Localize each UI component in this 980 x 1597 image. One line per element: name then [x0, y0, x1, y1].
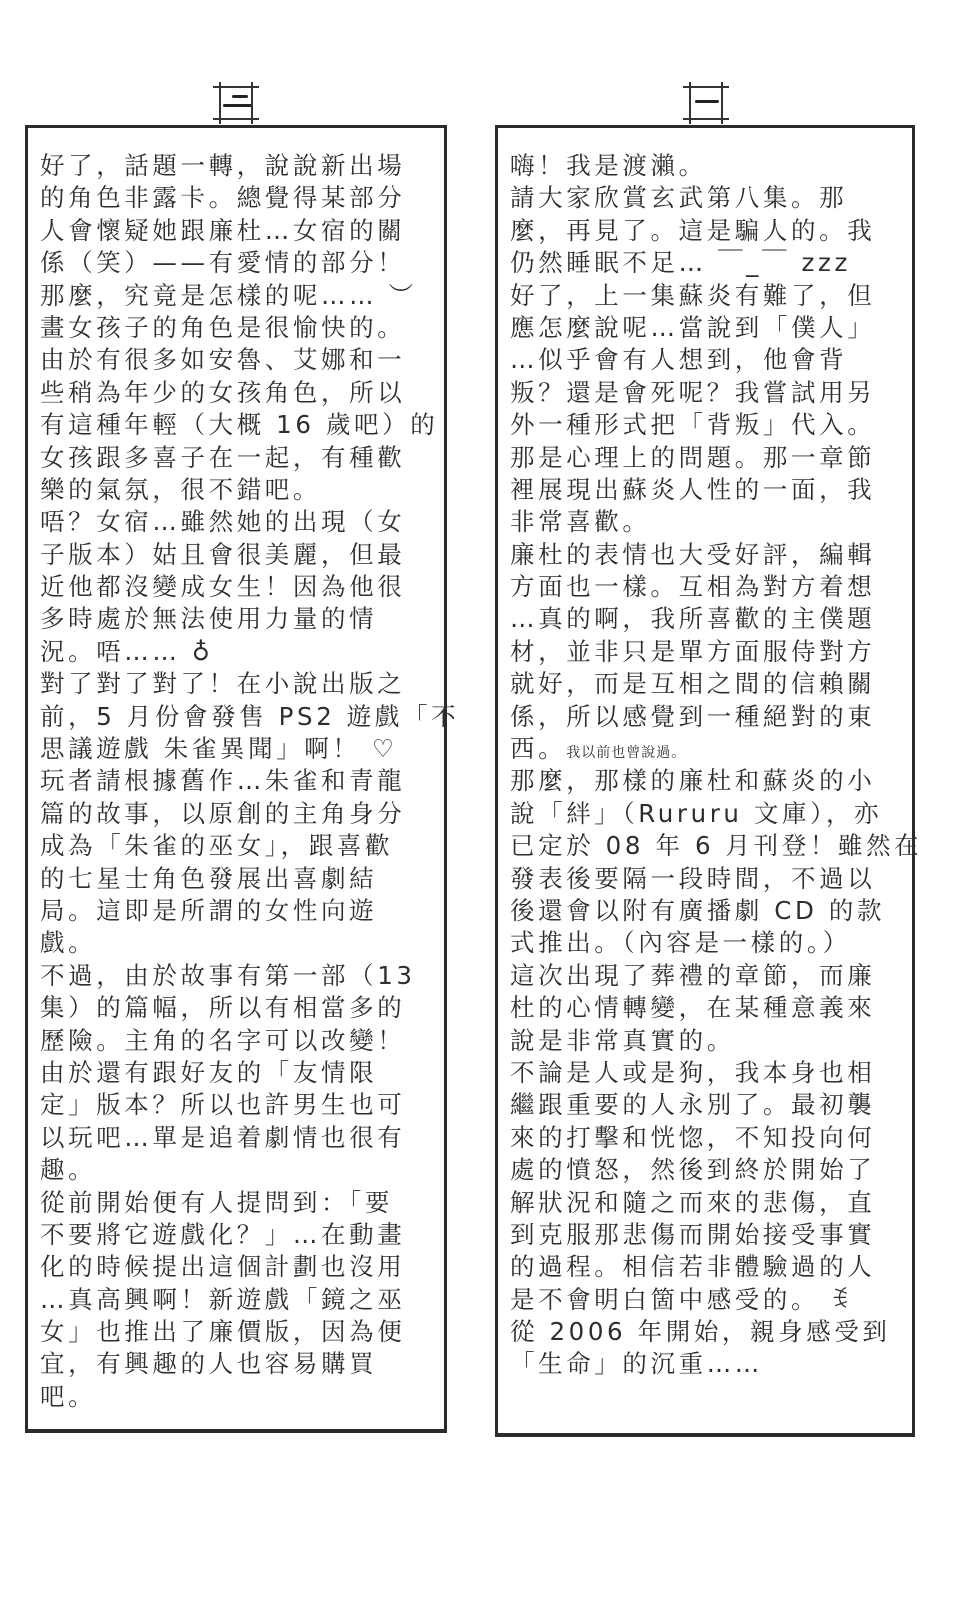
text-line: 戲。	[40, 928, 97, 958]
text-line: 有這種年輕（大概 16 歲吧）的	[40, 410, 439, 440]
text-line: 集）的篇幅，所以有相當多的	[40, 993, 406, 1023]
text-line: 裡展現出蘇炎人性的一面，我	[510, 474, 876, 504]
numeral-two-icon	[232, 95, 248, 98]
text-line: 歷險。主角的名字可以改變！	[40, 1025, 406, 1055]
column-left-text	[40, 150, 460, 1413]
text-line: 杜的心情轉變，在某種意義來	[510, 993, 876, 1023]
text-line: 應怎麼說呢…當說到「僕人」	[510, 312, 876, 342]
text-line: 不要將它遊戲化？」…在動畫	[40, 1219, 406, 1249]
text-line: 女」也推出了廉價版，因為便	[40, 1317, 406, 1347]
text-line: 以玩吧…單是追着劇情也很有	[40, 1122, 406, 1152]
text-line: 吧。	[40, 1381, 97, 1411]
text-line: 非常喜歡。	[510, 507, 651, 537]
text-line: 玩者請根據舊作…朱雀和青龍	[40, 766, 406, 796]
column-right-text	[510, 150, 923, 1381]
text-line: 後還會以附有廣播劇 CD 的款	[510, 895, 886, 925]
section-header-one	[683, 86, 729, 120]
text-line: 麼，再見了。這是騙人的。我	[510, 215, 876, 245]
section-header-two	[213, 86, 259, 120]
text-line: 廉杜的表情也大受好評，編輯	[510, 539, 876, 569]
text-line: 仍然睡眠不足… ￣_￣ zzz	[510, 248, 851, 278]
text-line: 子版本）姑且會很美麗，但最	[40, 539, 406, 569]
text-line: 嗨！我是渡瀨。	[510, 151, 707, 180]
text-line: 那麼，究竟是怎樣的呢…… ︶	[40, 280, 417, 310]
text-line: 方面也一樣。互相為對方着想	[510, 572, 876, 602]
text-line: 的七星士角色發展出喜劇結	[40, 863, 378, 893]
text-line: 請大家欣賞玄武第八集。那	[510, 183, 848, 213]
text-line: 趣。	[40, 1155, 97, 1185]
text-line: 畫女孩子的角色是很愉快的。	[40, 312, 406, 342]
text-line: 已定於 08 年 6 月刊登！雖然在	[510, 831, 923, 861]
text-line: 近他都沒變成女生！因為他很	[40, 572, 406, 602]
text-line: …真高興啊！新遊戲「鏡之巫	[40, 1284, 406, 1314]
text-line: 成為「朱雀的巫女」，跟喜歡	[40, 831, 394, 861]
text-line: 說是非常真實的。	[510, 1025, 735, 1055]
text-line: 前，5 月份會發售 PS2 遊戲「不	[40, 701, 460, 731]
text-line: 化的時候提出這個計劃也沒用	[40, 1252, 406, 1282]
text-line: 就好，而是互相之間的信賴關	[510, 669, 876, 699]
text-line: 女孩跟多喜子在一起，有種歡	[40, 442, 406, 472]
text-line: 來的打擊和恍惚，不知投向何	[510, 1122, 876, 1152]
text-line: 叛？還是會死呢？我嘗試用另	[510, 377, 876, 407]
text-line: 這次出現了葬禮的章節，而廉	[510, 960, 876, 990]
text-line: 從前開始便有人提問到：「要	[40, 1187, 394, 1217]
text-line: 到克服那悲傷而開始接受事實	[510, 1219, 876, 1249]
text-line: 對了對了對了！在小說出版之	[40, 669, 406, 699]
text-line: 樂的氣氛，很不錯吧。	[40, 474, 321, 504]
text-line: 況。唔…… ♁	[40, 636, 214, 666]
text-line: 宜，有興趣的人也容易購買	[40, 1349, 378, 1379]
text-line: 式推出。（內容是一樣的。）	[510, 928, 851, 958]
text-line: 的過程。相信若非體驗過的人	[510, 1252, 876, 1282]
text-line: 西。我以前也曾說過。	[510, 734, 687, 764]
aside-note: 我以前也曾說過。	[566, 745, 687, 762]
text-line: 繼跟重要的人永別了。最初襲	[510, 1090, 876, 1120]
text-line: 處的憤怒，然後到終於開始了	[510, 1155, 876, 1185]
text-line: 從 2006 年開始，親身感受到	[510, 1317, 891, 1347]
text-line: 是不會明白箇中感受的。 ꉂ	[510, 1284, 854, 1314]
text-line: 由於還有跟好友的「友情限	[40, 1057, 378, 1087]
text-line: …真的啊，我所喜歡的主僕題	[510, 604, 876, 634]
text-line: 發表後要隔一段時間，不過以	[510, 863, 876, 893]
text-line: 篇的故事，以原創的主角身分	[40, 798, 406, 828]
text-line: 材，並非只是單方面服侍對方	[510, 636, 876, 666]
text-line: …似乎會有人想到，他會背	[510, 345, 848, 375]
text-line: 局。這即是所謂的女性向遊	[40, 895, 378, 925]
text-line: 係（笑）——有愛情的部分！	[40, 248, 406, 278]
text-line: 說「絆」（Rururu 文庫），亦	[510, 798, 883, 828]
text-line: 外一種形式把「背叛」代入。	[510, 410, 876, 440]
text-line: 不過，由於故事有第一部（13	[40, 960, 416, 990]
text-line: 人會懷疑她跟廉杜…女宿的關	[40, 215, 406, 245]
text-line: 解狀況和隨之而來的悲傷，直	[510, 1187, 876, 1217]
text-line: 係，所以感覺到一種絕對的東	[510, 701, 876, 731]
text-line: 思議遊戲 朱雀異聞」啊！ ♡	[40, 734, 398, 764]
text-line: 多時處於無法使用力量的情	[40, 604, 378, 634]
numeral-two-icon-lower	[223, 104, 253, 107]
text-line: 好了，話題一轉，說說新出場	[40, 151, 406, 180]
text-line: 那是心理上的問題。那一章節	[510, 442, 876, 472]
text-line: 不論是人或是狗，我本身也相	[510, 1057, 876, 1087]
text-line: 的角色非露卡。總覺得某部分	[40, 183, 406, 213]
text-line: 由於有很多如安魯、艾娜和一	[40, 345, 406, 375]
text-line: 唔？女宿…雖然她的出現（女	[40, 507, 406, 537]
text-line: 好了，上一集蘇炎有難了，但	[510, 280, 876, 310]
text-line: 些稍為年少的女孩角色，所以	[40, 377, 406, 407]
numeral-one-icon	[695, 100, 719, 103]
text-line: 定」版本？所以也許男生也可	[40, 1090, 406, 1120]
text-line: 「生命」的沉重……	[510, 1349, 763, 1379]
text-line: 那麼，那樣的廉杜和蘇炎的小	[510, 766, 876, 796]
